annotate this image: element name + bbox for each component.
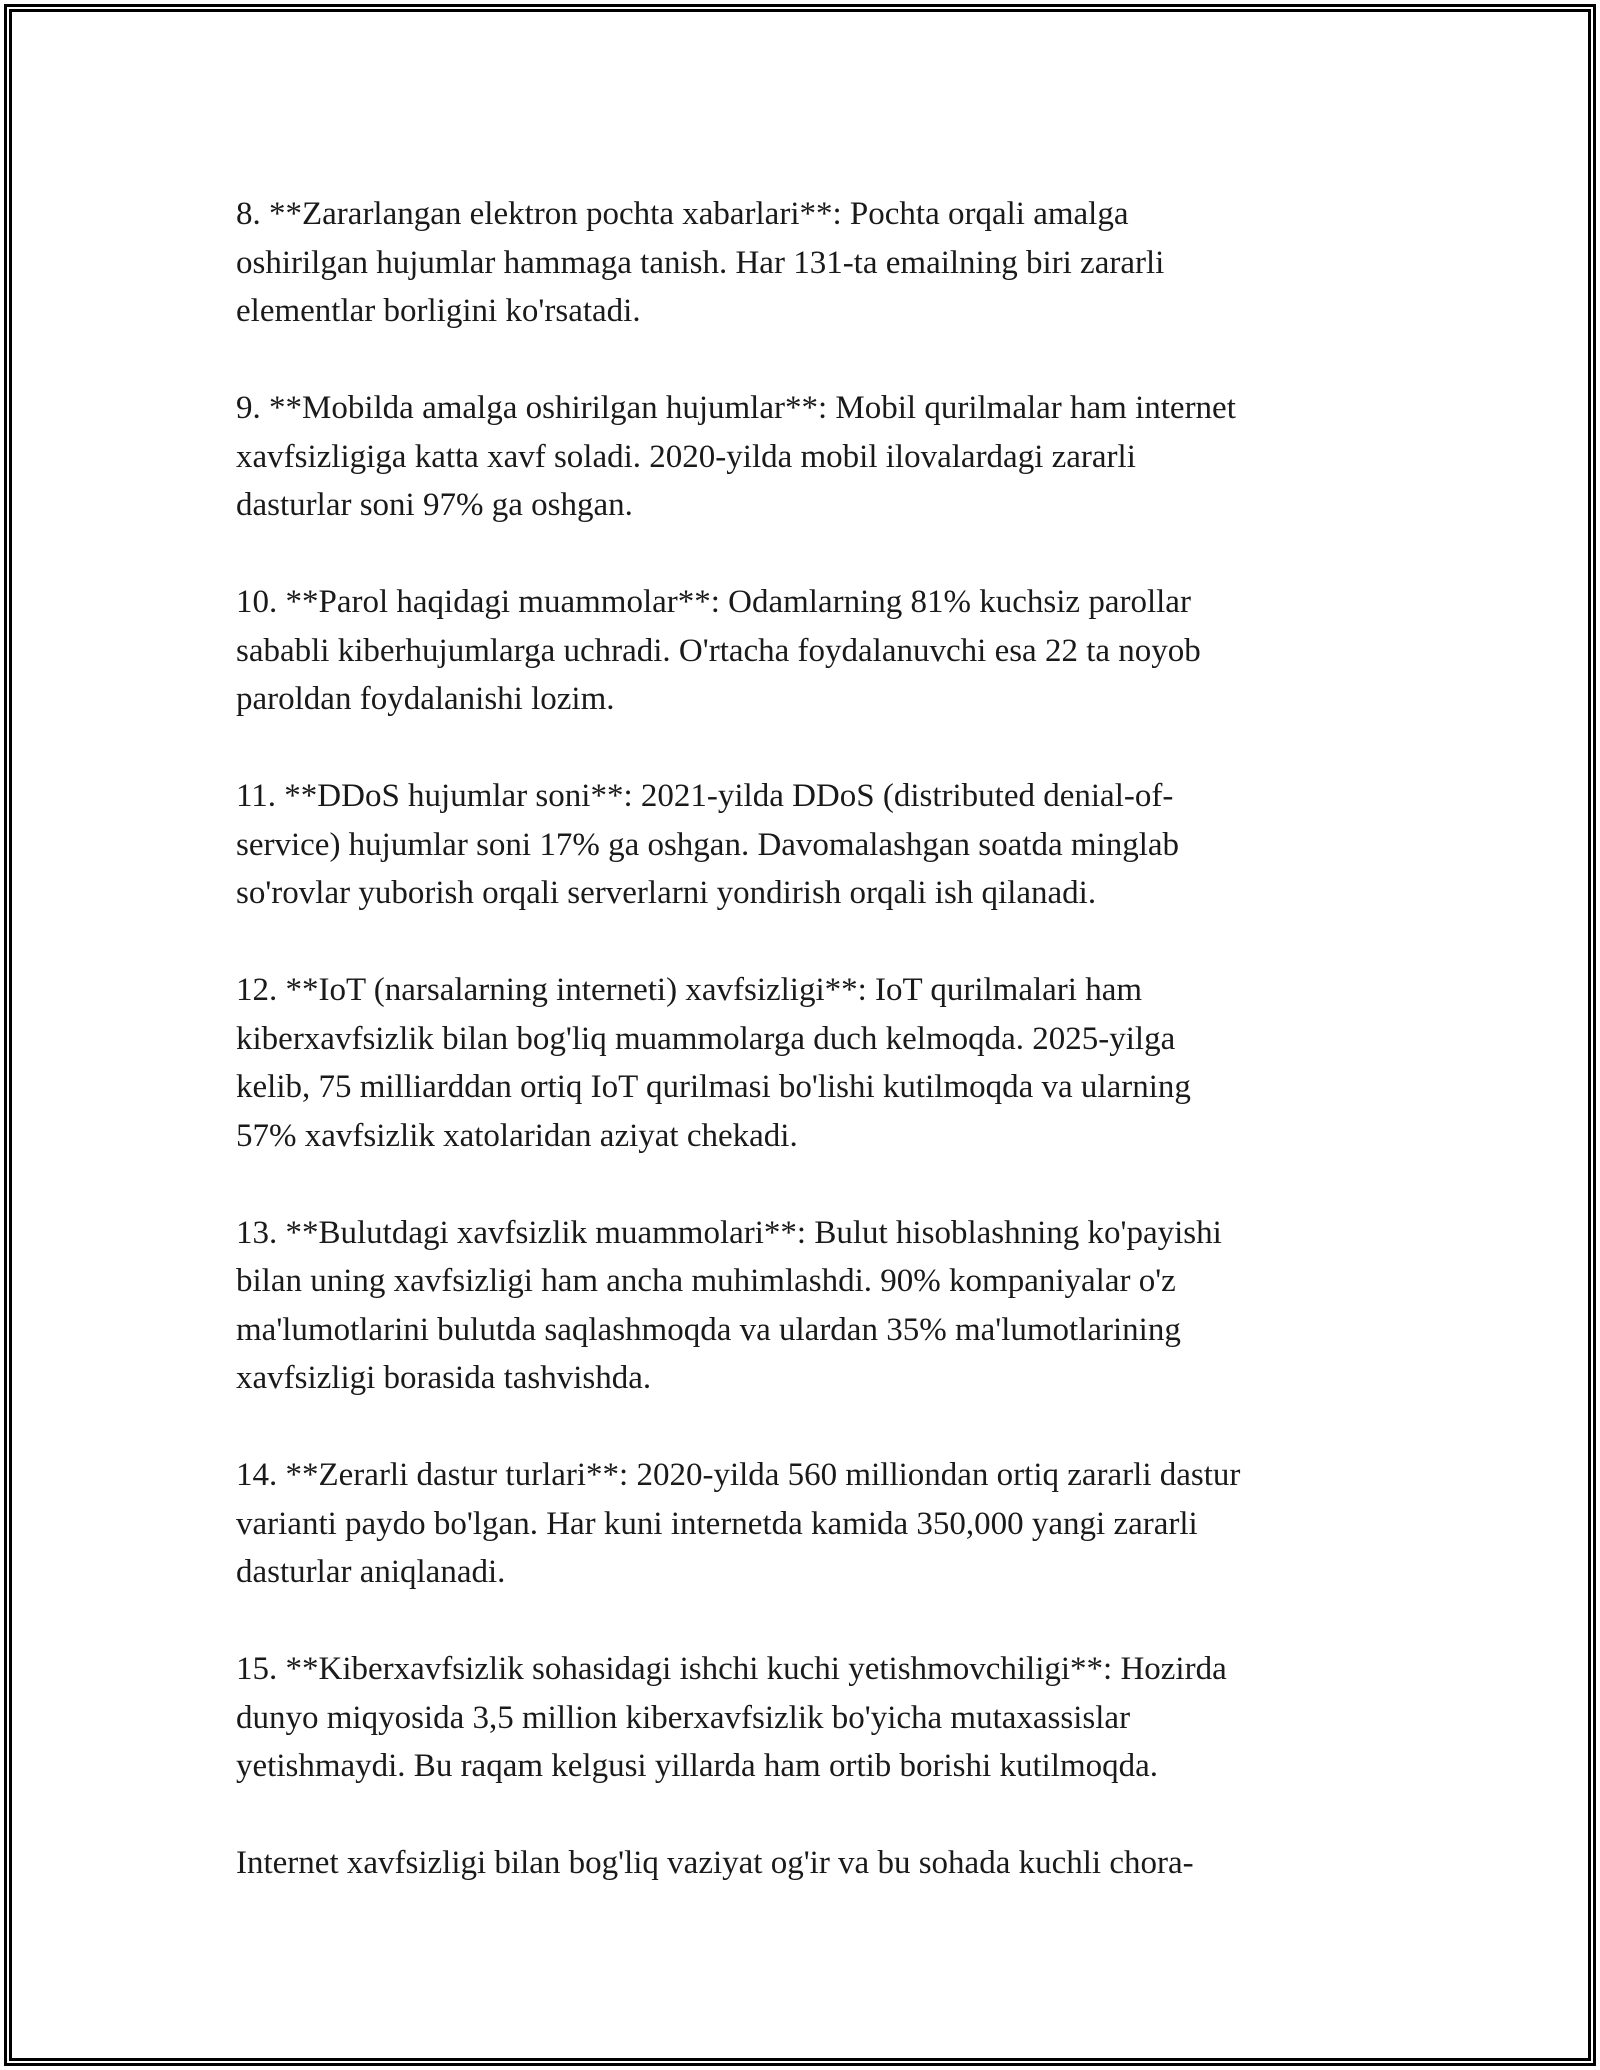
text-line: xavfsizligiga katta xavf soladi. 2020-yilda mobil ilovalardagi zararli [236,438,1136,475]
paragraph [236,1209,1366,1403]
text-line: elementlar borligini ko'rsatadi. [236,293,641,329]
paragraph [236,1645,1366,1791]
paragraph [236,966,1366,1160]
text-line: oshirilgan hujumlar hammaga tanish. Har 131-ta emailning biri zararli [236,244,1165,281]
text-line: 9. **Mobilda amalga oshirilgan hujumlar**: Mobil qurilmalar ham internet [236,390,1236,426]
text-line: dunyo miqyosida 3,5 million kiberxavfsizlik bo'yicha mutaxassislar [236,1699,1131,1736]
text-line: varianti paydo bo'lgan. Har kuni internetda kamida 350,000 yangi zararli [236,1505,1198,1542]
text-line: kelib, 75 milliarddan ortiq IoT qurilmasi bo'lishi kutilmoqda va ularning [236,1069,1191,1105]
text-line: 15. **Kiberxavfsizlik sohasidagi ishchi kuchi yetishmovchiligi**: Hozirda [236,1651,1227,1687]
paragraph [236,772,1366,918]
paragraph [236,384,1366,530]
text-line: 57% xavfsizlik xatolaridan aziyat chekadi. [236,1117,798,1154]
text-line: 11. **DDoS hujumlar soni**: 2021-yilda DDoS (distributed denial-of- [236,778,1174,814]
text-line: sababli kiberhujumlarga uchradi. O'rtacha foydalanuvchi esa 22 ta noyob [236,632,1201,669]
paragraph [236,1451,1366,1597]
text-line: 14. **Zerarli dastur turlari**: 2020-yilda 560 milliondan ortiq zararli dastur [236,1457,1241,1493]
text-line: bilan uning xavfsizligi ham ancha muhimlashdi. 90% kompaniyalar o'z [236,1263,1176,1299]
text-line: Internet xavfsizligi bilan bog'liq vaziyat og'ir va bu sohada kuchli chora- [236,1845,1194,1881]
text-line: xavfsizligi borasida tashvishda. [236,1360,652,1396]
document-body [236,190,1366,1936]
text-line: dasturlar soni 97% ga oshgan. [236,487,633,523]
paragraph [236,1839,1366,1888]
paragraph [236,578,1366,724]
text-line: kiberxavfsizlik bilan bog'liq muammolarga duch kelmoqda. 2025-yilga [236,1020,1176,1057]
text-line: ma'lumotlarini bulutda saqlashmoqda va ulardan 35% ma'lumotlarining [236,1311,1181,1348]
text-line: yetishmaydi. Bu raqam kelgusi yillarda ham ortib borishi kutilmoqda. [236,1748,1159,1784]
text-line: 12. **IoT (narsalarning interneti) xavfsizligi**: IoT qurilmalari ham [236,972,1143,1008]
text-line: dasturlar aniqlanadi. [236,1554,506,1590]
text-line: service) hujumlar soni 17% ga oshgan. Davomalashgan soatda minglab [236,826,1180,863]
text-line: paroldan foydalanishi lozim. [236,681,615,717]
paragraph [236,190,1366,336]
text-line: so'rovlar yuborish orqali serverlarni yondirish orqali ish qilanadi. [236,875,1097,911]
text-line: 8. **Zararlangan elektron pochta xabarlari**: Pochta orqali amalga [236,196,1129,232]
text-line: 10. **Parol haqidagi muammolar**: Odamlarning 81% kuchsiz parollar [236,584,1191,620]
text-line: 13. **Bulutdagi xavfsizlik muammolari**: Bulut hisoblashning ko'payishi [236,1214,1222,1251]
